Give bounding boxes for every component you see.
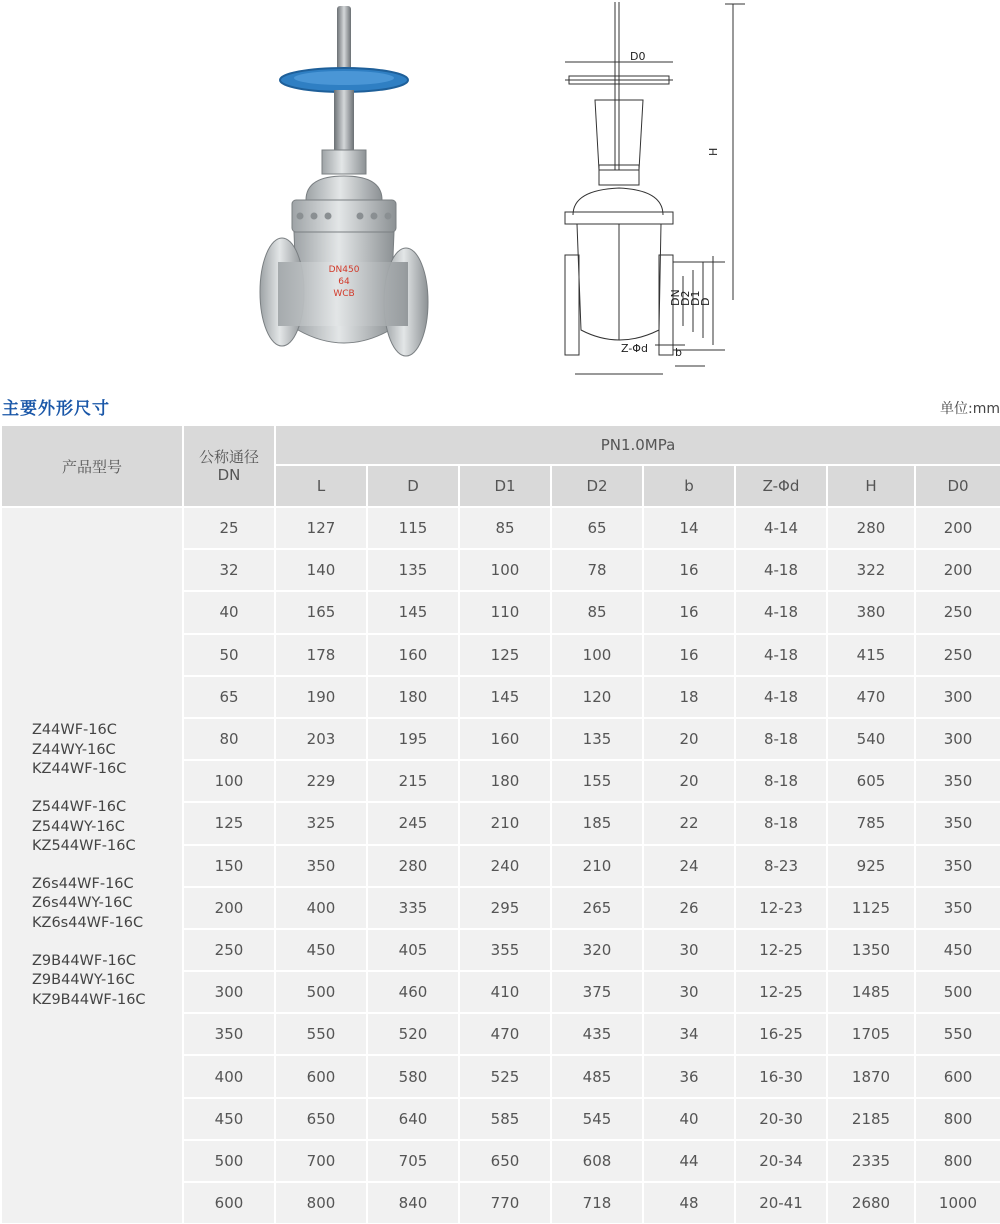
column-header: D2 [551,465,643,507]
header-nominal-diameter [183,425,275,507]
table-cell: 145 [459,676,551,718]
table-cell: 1870 [827,1055,915,1097]
model-name: Z6s44WY-16C [32,895,133,912]
header-model: 产品型号 [1,425,183,507]
model-name: Z9B44WY-16C [32,972,135,989]
table-cell: 36 [643,1055,735,1097]
table-cell: 26 [643,887,735,929]
table-cell: 12-25 [735,971,827,1013]
table-cell: 78 [551,549,643,591]
model-name: KZ44WF-16C [32,760,127,777]
table-row [1,507,1000,549]
bonnet-flange [292,200,396,232]
table-cell: 165 [275,591,367,633]
dim-label-b: b [675,346,682,359]
cell-dn: 150 [183,845,275,887]
table-cell: 470 [827,676,915,718]
column-header: H [827,465,915,507]
table-cell: 585 [459,1098,551,1140]
table-cell: 718 [551,1182,643,1224]
model-name: KZ544WF-16C [32,837,136,854]
dim-label-d1: D1 [689,290,702,306]
model-name: Z6s44WF-16C [32,876,134,893]
cell-dn: 80 [183,718,275,760]
column-header: D1 [459,465,551,507]
table-cell: 405 [367,929,459,971]
table-cell: 350 [275,845,367,887]
dim-label-d2: D2 [679,290,692,306]
table-cell: 250 [915,634,1000,676]
table-cell: 600 [275,1055,367,1097]
table-cell: 48 [643,1182,735,1224]
column-header: D0 [915,465,1000,507]
table-cell: 400 [275,887,367,929]
table-cell: 1350 [827,929,915,971]
cell-dn: 500 [183,1140,275,1182]
table-cell: 22 [643,802,735,844]
table-cell: 12-23 [735,887,827,929]
table-cell: 16-25 [735,1013,827,1055]
table-cell: 16-30 [735,1055,827,1097]
table-cell: 705 [367,1140,459,1182]
table-cell: 185 [551,802,643,844]
column-header: D [367,465,459,507]
table-cell: 550 [275,1013,367,1055]
column-header: L [275,465,367,507]
table-cell: 470 [459,1013,551,1055]
table-cell: 300 [915,718,1000,760]
valve-technical-drawing [555,0,745,385]
table-cell: 200 [915,507,1000,549]
table-cell: 1705 [827,1013,915,1055]
table-cell: 85 [459,507,551,549]
table-cell: 380 [827,591,915,633]
table-cell: 4-14 [735,507,827,549]
table-cell: 24 [643,845,735,887]
cell-dn: 350 [183,1013,275,1055]
cell-dn: 300 [183,971,275,1013]
cell-dn: 250 [183,929,275,971]
model-group [32,952,182,1010]
table-cell: 650 [275,1098,367,1140]
table-cell: 925 [827,845,915,887]
table-cell: 14 [643,507,735,549]
table-cell: 250 [915,591,1000,633]
table-cell: 540 [827,718,915,760]
header-pressure-group: PN1.0MPa [275,425,1000,465]
table-cell: 180 [459,760,551,802]
cell-dn: 600 [183,1182,275,1224]
table-cell: 2680 [827,1182,915,1224]
table-cell: 375 [551,971,643,1013]
table-cell: 135 [551,718,643,760]
table-cell: 30 [643,929,735,971]
table-cell: 485 [551,1055,643,1097]
table-cell: 500 [915,971,1000,1013]
model-name: KZ9B44WF-16C [32,991,146,1008]
table-cell: 160 [459,718,551,760]
table-cell: 280 [827,507,915,549]
body-marking-1: DN450 [328,265,360,275]
bonnet [306,176,382,200]
table-cell: 178 [275,634,367,676]
table-cell: 500 [275,971,367,1013]
table-cell: 355 [459,929,551,971]
table-body [1,507,1000,1224]
table-cell: 210 [551,845,643,887]
table-cell: 600 [915,1055,1000,1097]
table-cell: 450 [275,929,367,971]
cell-dn: 50 [183,634,275,676]
table-cell: 140 [275,549,367,591]
table-cell: 195 [367,718,459,760]
dim-label-h: H [707,147,720,156]
table-cell: 265 [551,887,643,929]
table-cell: 2335 [827,1140,915,1182]
model-name: Z44WY-16C [32,741,116,758]
table-cell: 4-18 [735,634,827,676]
table-cell: 100 [459,549,551,591]
table-cell: 410 [459,971,551,1013]
column-header: Z-Φd [735,465,827,507]
table-cell: 245 [367,802,459,844]
table-cell: 4-18 [735,676,827,718]
table-cell: 20 [643,718,735,760]
table-cell: 2185 [827,1098,915,1140]
table-cell: 16 [643,549,735,591]
table-cell: 115 [367,507,459,549]
cell-dn: 400 [183,1055,275,1097]
table-cell: 20-34 [735,1140,827,1182]
table-cell: 800 [275,1182,367,1224]
table-cell: 580 [367,1055,459,1097]
table-cell: 20-30 [735,1098,827,1140]
dim-label-dn: DN [669,289,682,306]
table-cell: 450 [915,929,1000,971]
table-cell: 8-18 [735,760,827,802]
table-cell: 125 [459,634,551,676]
table-cell: 215 [367,760,459,802]
table-cell: 40 [643,1098,735,1140]
table-cell: 785 [827,802,915,844]
cell-dn: 40 [183,591,275,633]
model-group [32,875,182,933]
table-cell: 16 [643,634,735,676]
table-cell: 1485 [827,971,915,1013]
table-cell: 550 [915,1013,1000,1055]
table-cell: 350 [915,887,1000,929]
table-cell: 640 [367,1098,459,1140]
model-group [32,721,182,779]
table-cell: 350 [915,845,1000,887]
table-cell: 8-23 [735,845,827,887]
dim-label-d0: D0 [630,50,646,63]
table-cell: 608 [551,1140,643,1182]
table-cell: 300 [915,676,1000,718]
table-cell: 460 [367,971,459,1013]
model-list-cell [1,507,183,1224]
table-cell: 322 [827,549,915,591]
table-cell: 770 [459,1182,551,1224]
product-figures [0,0,1000,385]
table-cell: 20-41 [735,1182,827,1224]
cell-dn: 32 [183,549,275,591]
table-cell: 190 [275,676,367,718]
table-cell: 325 [275,802,367,844]
table-cell: 16 [643,591,735,633]
table-cell: 229 [275,760,367,802]
table-cell: 203 [275,718,367,760]
table-cell: 30 [643,971,735,1013]
table-cell: 335 [367,887,459,929]
table-cell: 700 [275,1140,367,1182]
cell-dn: 65 [183,676,275,718]
table-cell: 180 [367,676,459,718]
table-cell: 210 [459,802,551,844]
table-cell: 120 [551,676,643,718]
table-cell: 8-18 [735,718,827,760]
table-cell: 350 [915,802,1000,844]
cell-dn: 450 [183,1098,275,1140]
table-cell: 1125 [827,887,915,929]
table-cell: 8-18 [735,802,827,844]
table-cell: 155 [551,760,643,802]
cell-dn: 100 [183,760,275,802]
table-cell: 435 [551,1013,643,1055]
table-cell: 525 [459,1055,551,1097]
table-cell: 200 [915,549,1000,591]
table-cell: 295 [459,887,551,929]
table-cell: 240 [459,845,551,887]
model-group [32,798,182,856]
table-cell: 520 [367,1013,459,1055]
table-cell: 605 [827,760,915,802]
table-cell: 100 [551,634,643,676]
header-dn-line2: DN [217,466,241,484]
table-cell: 320 [551,929,643,971]
table-cell: 135 [367,549,459,591]
table-cell: 800 [915,1140,1000,1182]
table-cell: 650 [459,1140,551,1182]
model-name: Z9B44WF-16C [32,952,137,969]
model-name: KZ6s44WF-16C [32,914,144,931]
table-cell: 127 [275,507,367,549]
model-name: Z44WF-16C [32,722,117,739]
dim-label-d: D [699,297,712,306]
table-cell: 34 [643,1013,735,1055]
header-dn-line1: 公称通径 [198,448,259,466]
dim-label-zphi: Z-Φd [621,342,648,355]
dimension-table [0,424,1000,1224]
table-cell: 4-18 [735,591,827,633]
table-cell: 800 [915,1098,1000,1140]
table-cell: 65 [551,507,643,549]
body-marking-2: 64 [338,277,350,287]
table-cell: 18 [643,676,735,718]
cell-dn: 200 [183,887,275,929]
table-cell: 160 [367,634,459,676]
unit-label: 单位:mm [940,401,1000,417]
table-cell: 85 [551,591,643,633]
table-cell: 415 [827,634,915,676]
table-cell: 12-25 [735,929,827,971]
table-cell: 545 [551,1098,643,1140]
cell-dn: 125 [183,802,275,844]
model-name: Z544WY-16C [32,818,125,835]
table-cell: 280 [367,845,459,887]
valve-photo [250,0,430,370]
model-name: Z544WF-16C [32,799,127,816]
table-cell: 20 [643,760,735,802]
table-cell: 840 [367,1182,459,1224]
cell-dn: 25 [183,507,275,549]
table-cell: 110 [459,591,551,633]
body-marking-3: WCB [333,289,355,299]
section-title: 主要外形尺寸 [2,399,110,419]
column-header: b [643,465,735,507]
table-cell: 1000 [915,1182,1000,1224]
yoke-nut [322,150,366,174]
table-cell: 4-18 [735,549,827,591]
table-cell: 145 [367,591,459,633]
table-cell: 44 [643,1140,735,1182]
table-cell: 350 [915,760,1000,802]
